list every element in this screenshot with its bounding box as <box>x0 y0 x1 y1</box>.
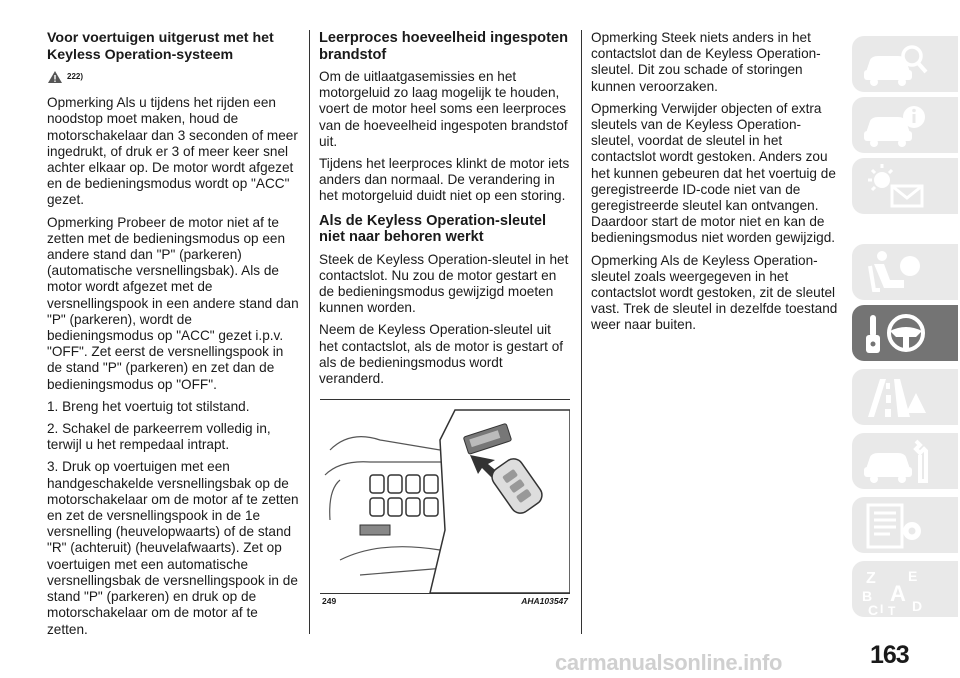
tab-safety[interactable] <box>852 244 958 300</box>
page-number: 163 <box>870 641 909 669</box>
column-2 <box>319 30 571 393</box>
warning-triangle-icon <box>47 70 63 84</box>
paragraph: Opmerking Verwijder objecten of extra sleutels van de Keyless Operation-sleutel, voordat de sleutel in het contactslot wordt gestoken. Anders zou het kunnen gebeuren dat het voertuig de geregistreerde ID-code niet van de geregistreerde sleutel kan ontvangen. Daardoor start de motor niet en kan de bedieningsmodus niet worden gewijzigd. <box>591 100 836 246</box>
paragraph: Om de uitlaatgasemissies en het motorgeluid zo laag mogelijk te houden, voert de motor heel soms een leerproces van de hoeveelheid ingespoten brandstof uit. <box>319 69 568 149</box>
key-steering-wheel-icon <box>860 309 930 357</box>
step: 2. Schakel de parkeerrem volledig in, terwijl u het rempedaal intrapt. <box>47 421 271 453</box>
column-3 <box>591 30 841 340</box>
index-letter: Z <box>866 570 876 587</box>
road-warning-icon <box>860 373 930 421</box>
paragraph: Tijdens het leerproces klinkt de motor iets anders dan normaal. De verandering in het motorgeluid duidt niet op een storing. <box>319 156 570 204</box>
index-letter: I <box>880 602 884 616</box>
index-letter: B <box>862 588 873 604</box>
paragraph: Opmerking Steek niets anders in het contactslot dan de Keyless Operation-sleutel. Dit zou schade of storingen kunnen veroorzaken. <box>591 30 821 94</box>
paragraph: Neem de Keyless Operation-sleutel uit het contactslot, als de motor is gestart of als de bedieningsmodus wordt veranderd. <box>319 322 564 387</box>
alphabetical-index-icon <box>860 565 930 617</box>
tab-dashboard-info[interactable] <box>852 97 958 153</box>
watermark: carmanualsonline.info <box>555 650 783 675</box>
tab-index[interactable] <box>852 561 958 617</box>
specifications-icon <box>860 501 930 549</box>
paragraph: Steek de Keyless Operation-sleutel in het contactslot. Nu zou de motor gestart en de bedieningsmodus gewijzigd moeten kunnen worden. <box>319 251 569 316</box>
car-magnifier-icon <box>860 40 930 88</box>
step: 3. Druk op voertuigen met een handgeschakelde versnellingsbak op de motorschakelaar om de motor af te zetten en zet de versnellingspook in de 1e versnelling (heuvelopwaarts) of de stand "R" (achteruit) (heuvelafwaarts). Zet op voertuigen met een automatische versnellingsbak de versnellingspook in de stand "P" (parkeren) en druk op de motorschakelaar om de motor af te zetten. <box>47 459 299 637</box>
index-letter: A <box>890 581 906 606</box>
index-letter: D <box>912 598 923 614</box>
index-letter: T <box>888 604 896 617</box>
tab-maintenance[interactable] <box>852 433 958 489</box>
warning-ref-number: 222) <box>67 72 84 81</box>
warning-reference <box>47 69 299 85</box>
paragraph: Opmerking Als de Keyless Operation-sleutel zoals weergegeven in het contactslot wordt gestoken, zit de sleutel vast. Trek de sleutel in dezelfde toestand weer naar buiten. <box>591 252 838 333</box>
paragraph: Opmerking Als u tijdens het rijden een noodstop moet maken, houd de motorschakelaar dan 3 seconden of meer ingedrukt, of druk er 3 of meer keer snel achter elkaar op. De motor wordt afgezet en de bedieningsmodus wordt op "ACC" gezet. <box>47 95 298 208</box>
index-letter: C <box>868 602 879 617</box>
figure-code: AHA103547 <box>521 596 568 606</box>
section-heading: Als de Keyless Operation-sleutel niet naar behoren werkt <box>319 212 547 246</box>
tab-warning-lights[interactable] <box>852 158 958 214</box>
tab-getting-to-know[interactable] <box>852 36 958 92</box>
tab-technical-data[interactable] <box>852 497 958 553</box>
tab-emergency[interactable] <box>852 369 958 425</box>
section-heading: Leerproces hoeveelheid ingespoten brandstof <box>319 30 568 63</box>
car-info-icon <box>860 101 930 149</box>
airbag-seat-icon <box>860 248 930 296</box>
figure-number: 249 <box>322 596 337 606</box>
column-divider <box>581 30 582 634</box>
car-service-icon <box>860 437 930 485</box>
index-letter: E <box>908 568 918 584</box>
tab-starting-driving[interactable] <box>852 305 958 361</box>
paragraph: Opmerking Probeer de motor niet af te zetten met de bedieningsmodus op een andere stand dan "P" (parkeren) (automatische versnellingsbak). Als de motor wordt afgezet met de versnellingspook in een andere stand dan "P" (parkeren), wordt de bedieningsmodus op "ACC" gezet i.p.v. "OFF". Zet eerst de versnellingspook in de stand "P" (parkeren) en zet dan de bedieningsmodus op "OFF". <box>47 214 299 392</box>
warning-lights-icon <box>860 162 930 210</box>
column-divider <box>309 30 310 634</box>
section-heading: Voor voertuigen uitgerust met het Keyless Operation-systeem <box>47 30 274 63</box>
step: 1. Breng het voertuig tot stilstand. <box>47 398 250 414</box>
column-1 <box>47 30 299 644</box>
key-slot-illustration <box>320 399 570 594</box>
